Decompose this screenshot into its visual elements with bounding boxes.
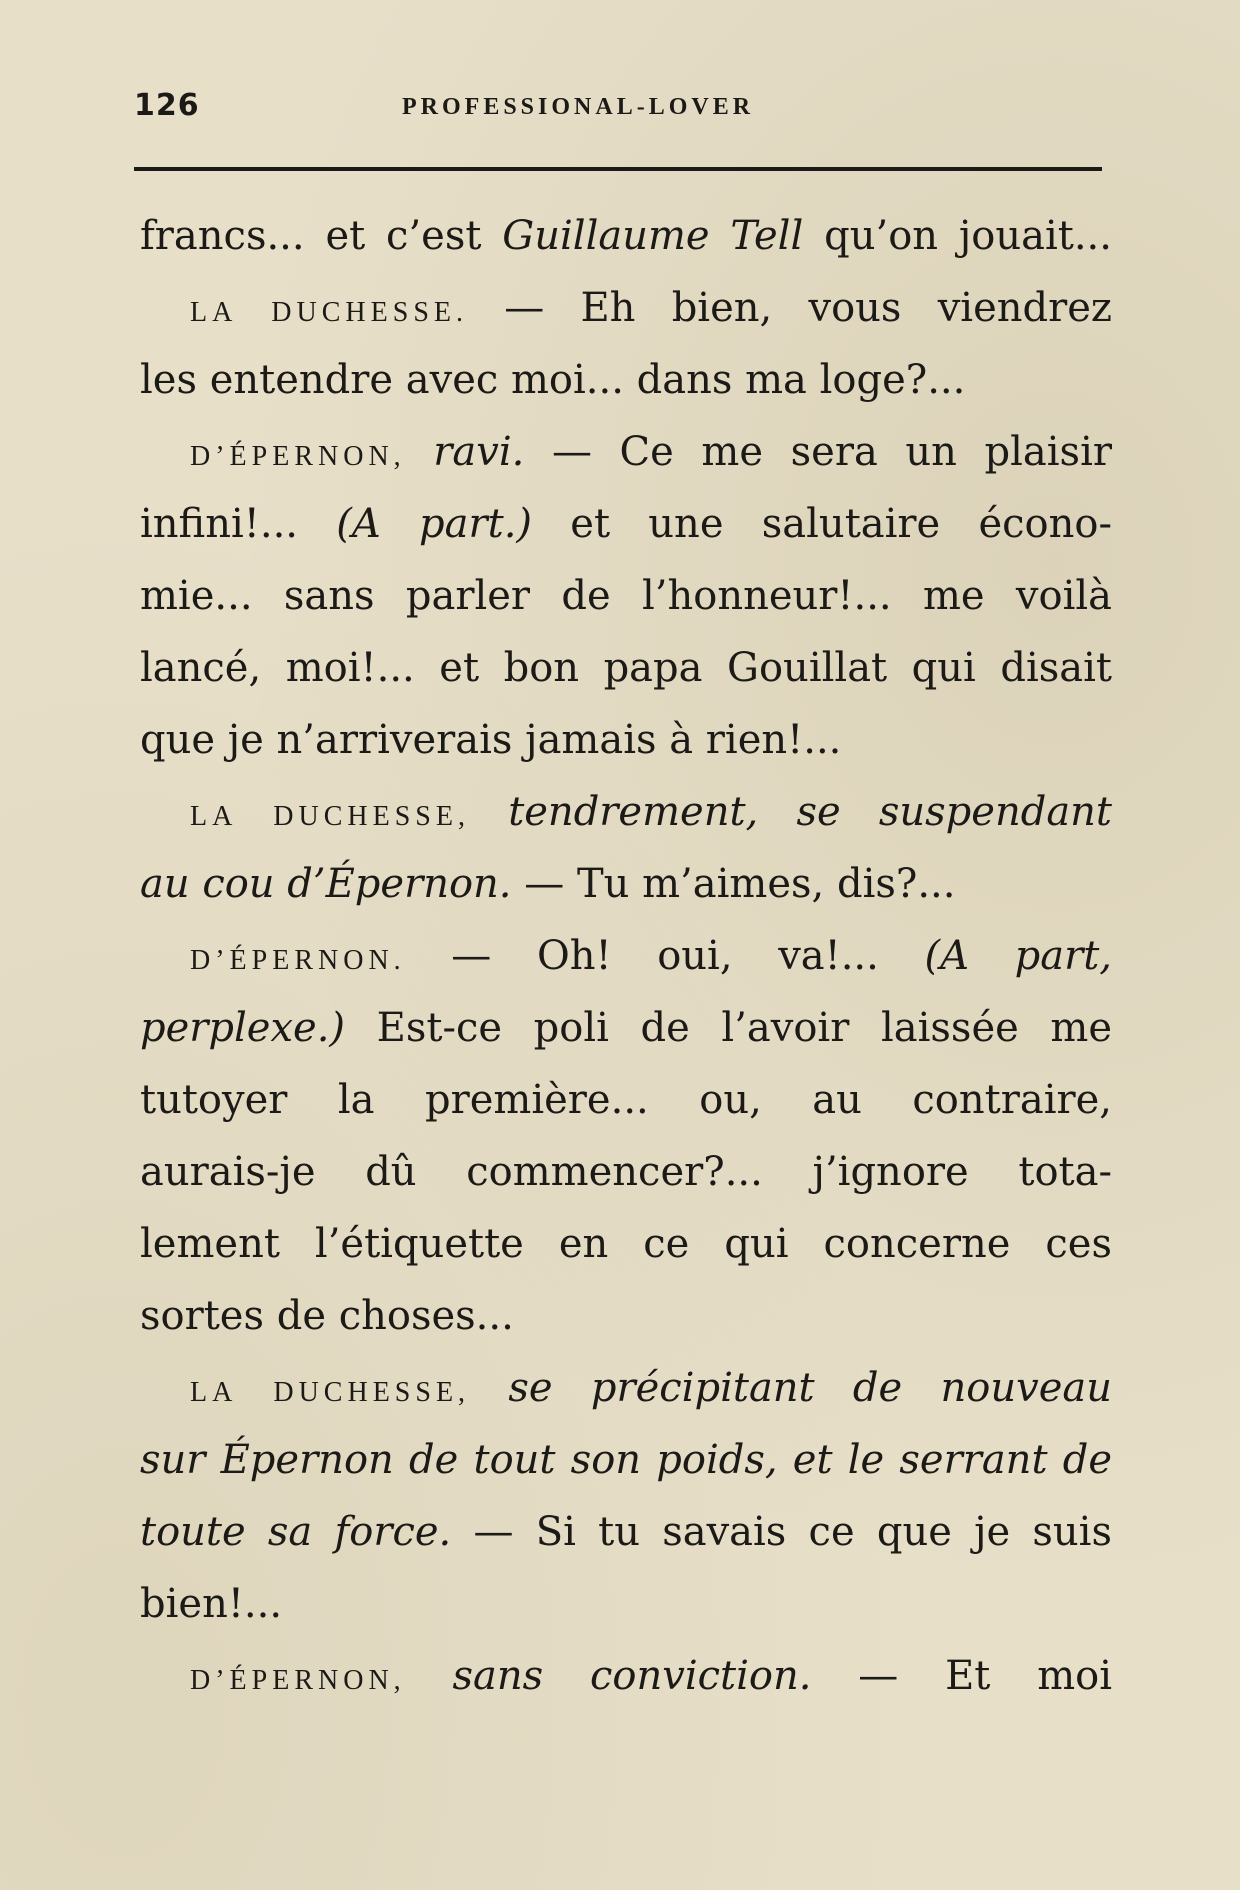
line-text: — Tu m’aimes, dis?... [511, 861, 956, 907]
text-line [140, 1280, 1112, 1352]
line-text: francs... et c’est [140, 213, 503, 259]
text-line [140, 776, 1112, 848]
line-text: — Oh! oui, va!... [405, 933, 925, 979]
stage-direction: ravi. [433, 429, 525, 475]
speaker-name: D’ÉPERNON, [190, 1665, 406, 1696]
line-text: sortes de choses... [140, 1293, 514, 1339]
line-text [406, 429, 434, 475]
speaker-name: D’ÉPERNON. [190, 945, 406, 976]
text-line [140, 848, 1112, 920]
stage-direction: sans conviction. [452, 1653, 812, 1699]
text-line [140, 1424, 1112, 1496]
text-line [140, 1208, 1112, 1280]
text-line [140, 632, 1112, 704]
line-text: — Et moi [811, 1653, 1112, 1699]
text-line [140, 560, 1112, 632]
text-line [140, 704, 1112, 776]
text-line [140, 272, 1112, 344]
stage-direction: (A part.) [336, 501, 533, 547]
line-text [470, 1365, 508, 1411]
line-text: lancé, moi!... et bon papa Gouillat qui disait [140, 645, 1112, 691]
stage-direction: Guillaume Tell [502, 213, 804, 259]
speaker-name: D’ÉPERNON, [190, 441, 406, 472]
line-text: — Eh bien, vous viendrez [468, 285, 1112, 331]
stage-direction: (A part, [924, 933, 1112, 979]
line-text: bien!... [140, 1581, 283, 1627]
text-line [140, 1640, 1112, 1712]
line-text: et une salutaire écono- [532, 501, 1112, 547]
line-text: — Ce me sera un plaisir [524, 429, 1113, 475]
speaker-name: LA DUCHESSE, [190, 1377, 471, 1408]
line-text: Est-ce poli de l’avoir laissée me [345, 1005, 1112, 1051]
stage-direction: se précipitant de nouveau [508, 1365, 1113, 1411]
running-head [134, 88, 1102, 128]
line-text: — Si tu savais ce que je suis [451, 1509, 1113, 1555]
text-line [140, 1568, 1112, 1640]
line-text: les entendre avec moi... dans ma loge?... [140, 357, 966, 403]
line-text: lement l’étiquette en ce qui concerne ces [140, 1221, 1112, 1267]
text-line [140, 1136, 1112, 1208]
page-number: 126 [134, 88, 200, 123]
text-line [140, 1496, 1112, 1568]
text-line [140, 992, 1112, 1064]
text-line [140, 488, 1112, 560]
running-title: PROFESSIONAL-LOVER [402, 94, 755, 120]
header-rule [134, 167, 1102, 171]
text-line [140, 1352, 1112, 1424]
line-text: qu’on jouait... [803, 213, 1112, 259]
line-text: mie... sans parler de l’honneur!... me voilà [140, 573, 1112, 619]
stage-direction: au cou d’Épernon. [140, 861, 512, 907]
line-text: que je n’arriverais jamais à rien!... [140, 717, 842, 763]
line-text: tutoyer la première... ou, au contraire, [140, 1077, 1112, 1123]
stage-direction: toute sa force. [140, 1509, 452, 1555]
line-text [470, 789, 508, 835]
text-line [140, 416, 1112, 488]
speaker-name: LA DUCHESSE, [190, 801, 470, 832]
line-text: aurais-je dû commencer?... j’ignore tota- [140, 1149, 1112, 1195]
text-line [140, 344, 1112, 416]
body-text [140, 200, 1112, 1712]
stage-direction: tendrement, se suspendant [508, 789, 1113, 835]
stage-direction: perplexe.) [140, 1005, 346, 1051]
text-line [140, 920, 1112, 992]
stage-direction: sur Épernon de tout son poids, et le serrant de [140, 1437, 1112, 1483]
text-line [140, 200, 1112, 272]
line-text [406, 1653, 453, 1699]
line-text: infini!... [140, 501, 337, 547]
text-line [140, 1064, 1112, 1136]
speaker-name: LA DUCHESSE. [190, 297, 468, 328]
